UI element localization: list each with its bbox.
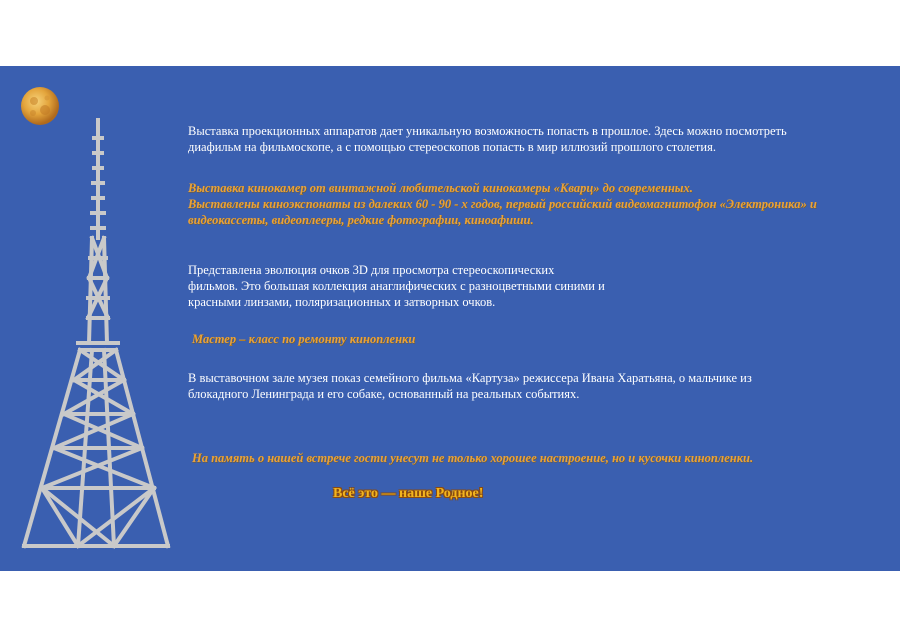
text-line: красными линзами, поляризационных и затворных очков. <box>188 295 496 309</box>
text-line: Выставка проекционных аппаратов дает уникальную возможность попасть в прошлое. Здесь можно посмотреть <box>188 124 787 138</box>
memory-paragraph <box>192 450 753 466</box>
tv-tower-illustration <box>18 118 172 550</box>
closing-slogan: Всё это — наше Родное! <box>333 486 484 501</box>
text-line: блокадного Ленинграда и его собаке, основанный на реальных событиях. <box>188 387 580 401</box>
master-class-heading <box>192 331 415 347</box>
cameras-paragraph <box>188 180 817 228</box>
text-line: Представлена эволюция очков 3D для просмотра стереоскопических <box>188 263 555 277</box>
text-line: видеокассеты, видеоплееры, редкие фотографии, киноафиши. <box>188 213 534 227</box>
text-line: диафильм на фильмоскопе, а с помощью стереоскопов попасть в мир иллюзий прошлого столетия. <box>188 140 716 154</box>
text-line: Мастер – класс по ремонту кинопленки <box>192 332 416 346</box>
text-line: фильмов. Это большая коллекция анаглифических с разноцветными синими и <box>188 279 605 293</box>
text-line: Выставка кинокамер от винтажной любительской кинокамеры «Кварц» до современных. <box>188 181 693 195</box>
text-line: В выставочном зале музея показ семейного фильма «Картуза» режиссера Ивана Харатьяна, о мальчике из <box>188 371 752 385</box>
exhibition-slide <box>0 66 900 571</box>
projection-paragraph <box>188 123 787 155</box>
film-paragraph <box>188 370 752 402</box>
text-line: Выставлены киноэкспонаты из далеких 60 - 90 - х годов, первый российский видеомагнитофон «Электроника» и <box>188 197 817 211</box>
glasses-paragraph <box>188 262 605 310</box>
text-line: На память о нашей встрече гости унесут не только хорошее настроение, но и кусочки кинопленки. <box>192 451 754 465</box>
